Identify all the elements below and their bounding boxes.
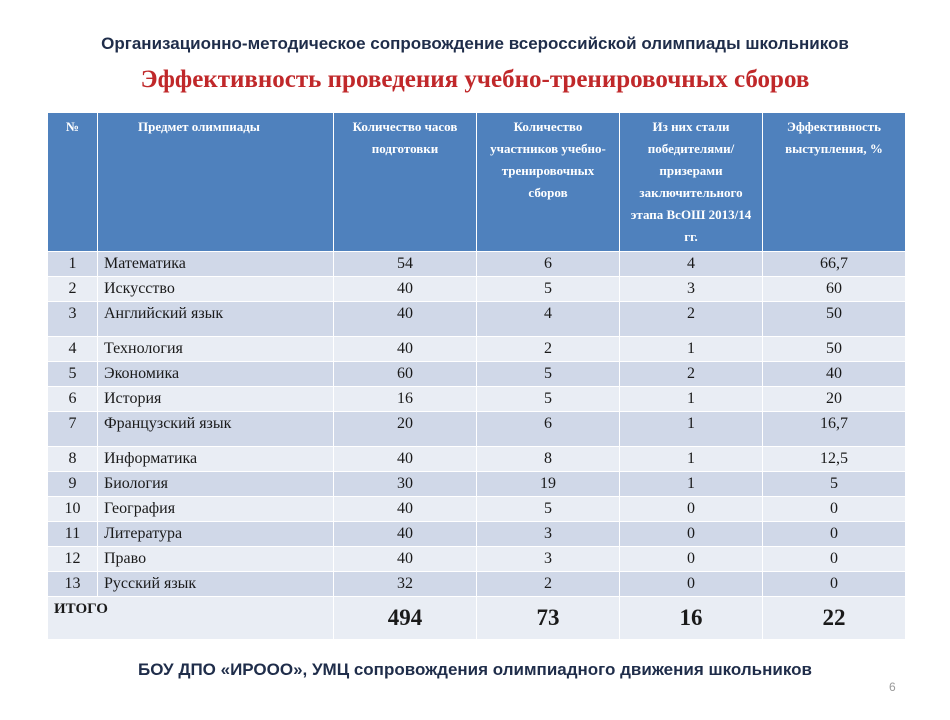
row-number: 9 <box>48 472 98 497</box>
winners-cell: 1 <box>620 412 763 447</box>
subject-cell: Английский язык <box>98 302 334 337</box>
hours-cell: 30 <box>334 472 477 497</box>
efficiency-cell: 5 <box>763 472 906 497</box>
participants-cell: 5 <box>477 497 620 522</box>
slide-title: Эффективность проведения учебно-тренировочных сборов <box>140 66 810 93</box>
winners-cell: 2 <box>620 362 763 387</box>
subject-cell: Экономика <box>98 362 334 387</box>
total-efficiency: 22 <box>763 597 906 640</box>
subject-cell: Математика <box>98 252 334 277</box>
efficiency-cell: 60 <box>763 277 906 302</box>
winners-cell: 1 <box>620 337 763 362</box>
subject-cell: Литература <box>98 522 334 547</box>
col-subject-header: Предмет олимпиады <box>98 113 334 252</box>
subject-cell: Биология <box>98 472 334 497</box>
table-row <box>48 362 906 387</box>
col-participants-header: Количество участников учебно-тренировочных сборов <box>477 113 620 252</box>
efficiency-cell: 20 <box>763 387 906 412</box>
row-number: 7 <box>48 412 98 447</box>
row-number: 2 <box>48 277 98 302</box>
total-row <box>48 597 906 640</box>
subject-cell: Информатика <box>98 447 334 472</box>
participants-cell: 6 <box>477 252 620 277</box>
efficiency-cell: 12,5 <box>763 447 906 472</box>
hours-cell: 40 <box>334 522 477 547</box>
subject-cell: География <box>98 497 334 522</box>
row-number: 8 <box>48 447 98 472</box>
participants-cell: 3 <box>477 547 620 572</box>
participants-cell: 19 <box>477 472 620 497</box>
table-header-row <box>48 113 906 252</box>
col-number-header: № <box>48 113 98 252</box>
hours-cell: 40 <box>334 302 477 337</box>
hours-cell: 40 <box>334 277 477 302</box>
table-row <box>48 337 906 362</box>
table-row <box>48 277 906 302</box>
total-hours: 494 <box>334 597 477 640</box>
subject-cell: Технология <box>98 337 334 362</box>
page-number: 6 <box>889 680 896 694</box>
winners-cell: 1 <box>620 472 763 497</box>
efficiency-cell: 50 <box>763 302 906 337</box>
table-row <box>48 522 906 547</box>
efficiency-cell: 0 <box>763 497 906 522</box>
row-number: 11 <box>48 522 98 547</box>
col-hours-header: Количество часов подготовки <box>334 113 477 252</box>
row-number: 1 <box>48 252 98 277</box>
participants-cell: 3 <box>477 522 620 547</box>
table-row <box>48 447 906 472</box>
table-row <box>48 252 906 277</box>
efficiency-cell: 66,7 <box>763 252 906 277</box>
total-winners: 16 <box>620 597 763 640</box>
total-label: ИТОГО <box>48 597 334 640</box>
winners-cell: 0 <box>620 572 763 597</box>
efficiency-cell: 0 <box>763 572 906 597</box>
table-row <box>48 547 906 572</box>
row-number: 4 <box>48 337 98 362</box>
subject-cell: Искусство <box>98 277 334 302</box>
subject-cell: Право <box>98 547 334 572</box>
efficiency-cell: 40 <box>763 362 906 387</box>
hours-cell: 40 <box>334 497 477 522</box>
efficiency-table <box>47 112 906 640</box>
footer-organization: БОУ ДПО «ИРООО», УМЦ сопровождения олимпиадного движения школьников <box>138 660 812 679</box>
row-number: 3 <box>48 302 98 337</box>
participants-cell: 5 <box>477 277 620 302</box>
efficiency-cell: 50 <box>763 337 906 362</box>
participants-cell: 2 <box>477 572 620 597</box>
participants-cell: 5 <box>477 387 620 412</box>
col-winners-header: Из них стали победителями/ призерами заключительного этапа ВсОШ 2013/14 гг. <box>620 113 763 252</box>
hours-cell: 60 <box>334 362 477 387</box>
subject-cell: История <box>98 387 334 412</box>
hours-cell: 16 <box>334 387 477 412</box>
hours-cell: 40 <box>334 447 477 472</box>
col-efficiency-header: Эффективность выступления, % <box>763 113 906 252</box>
row-number: 6 <box>48 387 98 412</box>
winners-cell: 3 <box>620 277 763 302</box>
organization-title: Организационно-методическое сопровождение всероссийской олимпиады школьников <box>101 34 849 53</box>
subject-cell: Русский язык <box>98 572 334 597</box>
table-row <box>48 497 906 522</box>
winners-cell: 4 <box>620 252 763 277</box>
subject-cell: Французский язык <box>98 412 334 447</box>
winners-cell: 1 <box>620 447 763 472</box>
table-row <box>48 387 906 412</box>
hours-cell: 54 <box>334 252 477 277</box>
winners-cell: 0 <box>620 497 763 522</box>
participants-cell: 5 <box>477 362 620 387</box>
efficiency-cell: 0 <box>763 547 906 572</box>
winners-cell: 0 <box>620 547 763 572</box>
participants-cell: 4 <box>477 302 620 337</box>
winners-cell: 1 <box>620 387 763 412</box>
winners-cell: 2 <box>620 302 763 337</box>
efficiency-cell: 0 <box>763 522 906 547</box>
hours-cell: 32 <box>334 572 477 597</box>
hours-cell: 40 <box>334 547 477 572</box>
hours-cell: 20 <box>334 412 477 447</box>
participants-cell: 6 <box>477 412 620 447</box>
table-row <box>48 302 906 337</box>
table-row <box>48 572 906 597</box>
row-number: 12 <box>48 547 98 572</box>
table-row <box>48 412 906 447</box>
row-number: 5 <box>48 362 98 387</box>
row-number: 13 <box>48 572 98 597</box>
participants-cell: 2 <box>477 337 620 362</box>
hours-cell: 40 <box>334 337 477 362</box>
total-participants: 73 <box>477 597 620 640</box>
row-number: 10 <box>48 497 98 522</box>
winners-cell: 0 <box>620 522 763 547</box>
efficiency-cell: 16,7 <box>763 412 906 447</box>
participants-cell: 8 <box>477 447 620 472</box>
table-row <box>48 472 906 497</box>
